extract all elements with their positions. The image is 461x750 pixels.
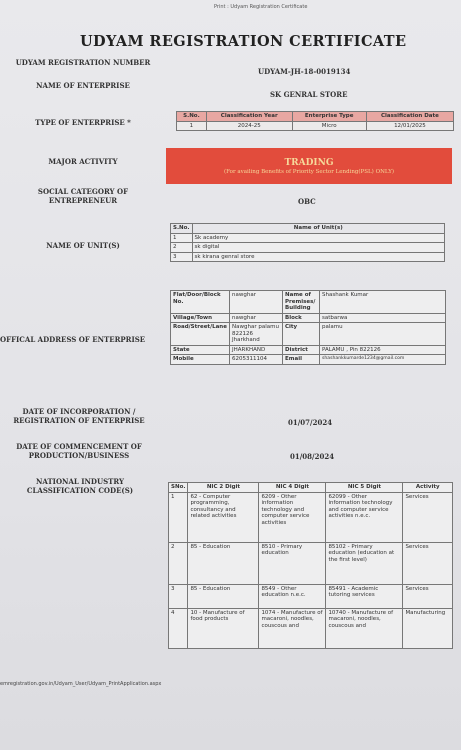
type-header: Classification Year — [206, 112, 292, 122]
commencement-value: 01/08/2024 — [290, 452, 335, 461]
addr-field-value: PALAMU , Pin 822126 — [320, 345, 446, 355]
major-activity-label: MAJOR ACTIVITY — [48, 157, 118, 166]
unit-name: sk digital — [192, 243, 444, 253]
nic-header: SNo. — [169, 483, 188, 493]
nic-cell: 85102 - Primary education (education at the first level) — [326, 542, 403, 584]
nic-header: Activity — [403, 483, 453, 493]
table-row — [169, 608, 453, 648]
table-row — [169, 542, 453, 584]
units-header: S.No. — [171, 224, 193, 234]
incorporation-value: 01/07/2024 — [288, 418, 333, 427]
addr-field-label: Flat/Door/Block No. — [171, 291, 230, 314]
nic-cell: 10740 - Manufacture of macaroni, noodles, couscous and — [326, 608, 403, 648]
addr-field-label: Mobile — [171, 355, 230, 365]
table-row — [169, 584, 453, 608]
addr-field-value: Nawghar palamu 822126 Jharkhand — [230, 323, 283, 346]
addr-field-label: City — [283, 323, 320, 346]
nic-cell: 62 - Computer programming, consultancy and related activities — [188, 492, 259, 542]
addr-field-label: Block — [283, 313, 320, 323]
enterprise-name-label: NAME OF ENTERPRISE — [36, 81, 130, 90]
unit-name: Sk academy — [192, 233, 444, 243]
addr-field-value: shashankkumarde1234@gmail.com — [320, 355, 446, 365]
nic-cell: Services — [403, 542, 453, 584]
units-header: Name of Unit(s) — [192, 224, 444, 234]
unit-sno: 1 — [171, 233, 193, 243]
table-row — [177, 121, 454, 131]
major-activity-subtitle: (For availing Benefits of Priority Sector Lending(PSL) ONLY) — [224, 169, 394, 175]
nic-table — [168, 482, 453, 649]
nic-cell: 85 - Education — [188, 542, 259, 584]
addr-field-value: satbarwa — [320, 313, 446, 323]
address-label: OFFICAL ADDRESS OF ENTERPRISE — [0, 335, 146, 344]
nic-cell: 1 — [169, 492, 188, 542]
address-table — [170, 290, 446, 365]
nic-cell: 8549 - Other education n.e.c. — [259, 584, 326, 608]
reg-number-label: UDYAM REGISTRATION NUMBER — [15, 58, 151, 67]
nic-cell: 8510 - Primary education — [259, 542, 326, 584]
social-category-value: OBC — [298, 197, 316, 206]
type-cell: 1 — [177, 121, 207, 131]
type-label: TYPE OF ENTERPRISE * — [35, 118, 131, 127]
footer-url: emregistration.gov.in/Udyam_User/Udyam_PrintApplication.aspx — [0, 681, 162, 687]
type-table — [176, 111, 454, 131]
nic-cell: 62099 - Other information technology and computer service activities n.e.c. — [326, 492, 403, 542]
major-activity-title: TRADING — [284, 158, 334, 168]
unit-sno: 2 — [171, 243, 193, 253]
table-row — [171, 233, 445, 243]
unit-name: sk kirana genral store — [192, 252, 444, 262]
reg-number-value: UDYAM-JH-18-0019134 — [258, 67, 351, 76]
addr-field-label: Email — [283, 355, 320, 365]
incorporation-label: DATE OF INCORPORATION / REGISTRATION OF ENTERPRISE — [13, 407, 145, 425]
addr-field-value: 6205311104 — [230, 355, 283, 365]
nic-header: NIC 5 Digit — [326, 483, 403, 493]
nic-cell: 85 - Education — [188, 584, 259, 608]
addr-field-label: State — [171, 345, 230, 355]
addr-field-value: JHARKHAND — [230, 345, 283, 355]
nic-cell: Services — [403, 584, 453, 608]
nic-header: NIC 2 Digit — [188, 483, 259, 493]
table-row — [169, 492, 453, 542]
addr-field-label: District — [283, 345, 320, 355]
nic-cell: 2 — [169, 542, 188, 584]
addr-field-label: Name of Premises/ Building — [283, 291, 320, 314]
units-table — [170, 223, 445, 262]
nic-label: NATIONAL INDUSTRY CLASSIFICATION CODE(S) — [26, 477, 134, 495]
enterprise-name-value: SK GENRAL STORE — [270, 90, 348, 99]
nic-cell: Manufacturing — [403, 608, 453, 648]
addr-field-label: Road/Street/Lane — [171, 323, 230, 346]
addr-field-value: palamu — [320, 323, 446, 346]
type-cell: Micro — [292, 121, 366, 131]
type-cell: 2024-25 — [206, 121, 292, 131]
addr-field-value: Shashank Kumar — [320, 291, 446, 314]
type-header: S.No. — [177, 112, 207, 122]
nic-cell: 6209 - Other information technology and computer service activities — [259, 492, 326, 542]
commencement-label: DATE OF COMMENCEMENT OF PRODUCTION/BUSINESS — [16, 442, 142, 460]
units-label: NAME OF UNIT(S) — [46, 241, 120, 250]
print-header: Print : Udyam Registration Certificate — [214, 4, 308, 10]
nic-cell: Services — [403, 492, 453, 542]
type-header: Enterprise Type — [292, 112, 366, 122]
unit-sno: 3 — [171, 252, 193, 262]
certificate-title: UDYAM REGISTRATION CERTIFICATE — [80, 33, 407, 50]
type-cell: 12/01/2025 — [366, 121, 453, 131]
social-category-label: SOCIAL CATEGORY OF ENTREPRENEUR — [37, 187, 129, 205]
table-row — [171, 252, 445, 262]
addr-field-value: nawghar — [230, 313, 283, 323]
nic-cell: 1074 - Manufacture of macaroni, noodles, couscous and — [259, 608, 326, 648]
nic-cell: 4 — [169, 608, 188, 648]
nic-cell: 85491 - Academic tutoring services — [326, 584, 403, 608]
nic-cell: 10 - Manufacture of food products — [188, 608, 259, 648]
addr-field-label: Village/Town — [171, 313, 230, 323]
addr-field-value: nawghar — [230, 291, 283, 314]
nic-header: NIC 4 Digit — [259, 483, 326, 493]
type-header: Classification Date — [366, 112, 453, 122]
major-activity-banner — [166, 148, 452, 184]
table-row — [171, 243, 445, 253]
nic-cell: 3 — [169, 584, 188, 608]
